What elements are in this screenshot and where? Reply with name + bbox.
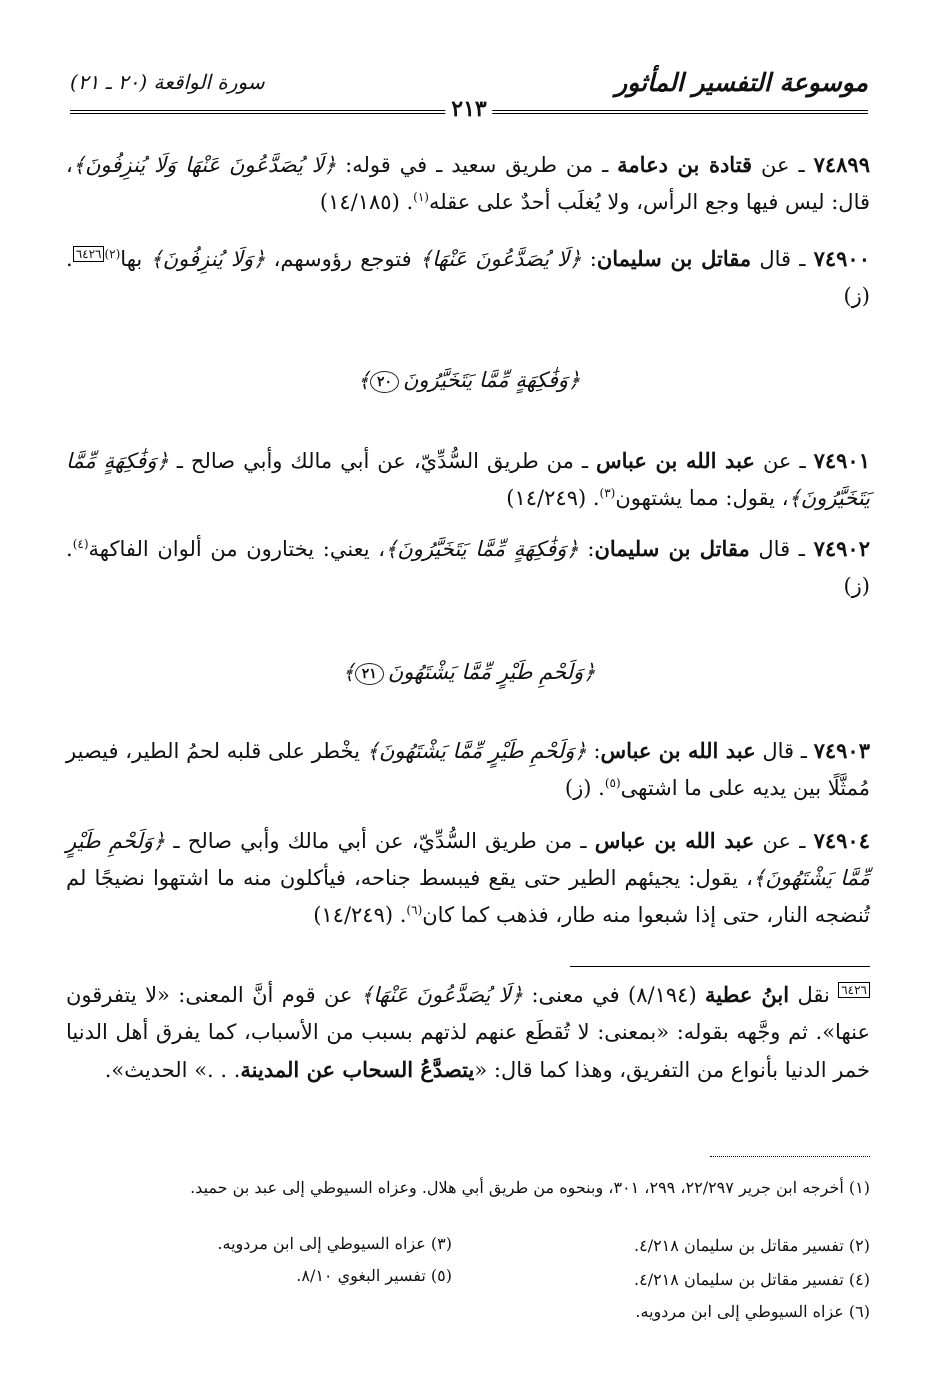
footnote-6: (٦) عزاه السيوطي إلى ابن مردويه. [635, 1302, 870, 1321]
entry-74901 [66, 442, 870, 517]
narrator-name: عبد الله بن عباس [594, 828, 755, 853]
entry-text: ، يقول: مما يشتهون [615, 486, 789, 510]
footnote-ref: (١) [413, 190, 429, 204]
page-number: ٢١٣ [445, 96, 492, 122]
ayah-heading-20 [0, 368, 938, 393]
entry-text: ـ عن [754, 449, 814, 473]
footnote-4: (٤) تفسير مقاتل بن سليمان ٤/٢١٨. [634, 1270, 870, 1289]
note-text: عن قوم أنَّ المعنى: «لا يتفرقون عنها». ثم وجَّهه بقوله: «بمعنى: لا تُقطَع عنهم لذتهم بسبب من الأسباب، كما يفرق أهل الدنيا خمر الدنيا بأنواع من التفريق، وهذا كما قال: « [66, 983, 870, 1082]
narrator-name: عبد الله بن عباس [600, 738, 756, 763]
entry-number: ٧٤٩٠٢ [813, 536, 870, 561]
book-title: موسوعة التفسير المأثور [615, 68, 868, 97]
entry-text: ـ عن [754, 829, 814, 853]
entry-source: . (ز) [66, 247, 870, 308]
note-box-label: ٦٤٢٦ [838, 982, 870, 998]
note-text: (٨/١٩٤) في معنى: [523, 983, 706, 1007]
footnote-ref: (٤) [72, 537, 89, 551]
entry-74899 [66, 146, 870, 221]
footnote-ref: (٥) [604, 776, 621, 790]
footnotes-separator [710, 1156, 870, 1157]
entry-text: ـ من طريق سعيد ـ في قوله: [336, 153, 618, 177]
ayah-text: ﴿وَفَٰكِهَةٍ مِّمَّا يَتَخَيَّرُونَ [402, 368, 581, 392]
footnote-ref: (٢) [104, 247, 121, 261]
entry-source: . (ز) [66, 537, 870, 598]
entry-number: ٧٤٩٠٣ [813, 738, 870, 763]
quran-quote: ﴿وَفَٰكِهَةٍ مِّمَّا يَتَخَيَّرُونَ﴾ [66, 449, 870, 510]
entry-74902 [66, 530, 870, 605]
entry-number: ٧٤٨٩٩ [813, 152, 870, 177]
entry-74904 [66, 822, 870, 934]
entry-number: ٧٤٩٠٠ [813, 246, 870, 271]
entry-text: ـ من طريق السُّدِّيّ، عن أبي مالك وأبي صالح ـ [165, 829, 595, 853]
quran-quote: ﴿لَا يُصَدَّعُونَ عَنْهَا﴾ [419, 247, 582, 271]
footnote-5: (٥) تفسير البغوي ٨/١٠. [296, 1266, 452, 1285]
entry-text: ـ قال [749, 537, 814, 561]
entry-source: . (١٤/١٨٥) [319, 190, 414, 214]
quran-quote: ﴿وَلَا يُنزِفُونَ﴾ [150, 247, 266, 271]
entry-number: ٧٤٩٠١ [813, 448, 870, 473]
notes-separator [570, 966, 870, 967]
entry-text: ، قال: ليس فيها وجع الرأس، ولا يُغلَب أحدٌ على عقله [66, 153, 870, 214]
entry-number: ٧٤٩٠٤ [813, 828, 870, 853]
entry-source: . (١٤/٢٤٩) [506, 486, 600, 510]
entry-source: . (١٤/٢٤٩) [313, 903, 407, 927]
narrator-name: مقاتل بن سليمان [594, 536, 750, 561]
sura-label: سورة الواقعة (٢٠ ـ ٢١) [70, 70, 265, 94]
hadith-phrase: يتصدَّعُ السحاب عن المدينة [240, 1057, 475, 1082]
note-box-ref: ٦٤٢٦ [73, 246, 105, 262]
page-header [70, 62, 868, 132]
ayah-heading-21 [0, 660, 938, 685]
quran-quote: ﴿وَلَحْمِ طَيْرٍ مِّمَّا يَشْتَهُونَ﴾ [366, 739, 587, 763]
quran-quote: ﴿وَلَحْمِ طَيْرٍ مِّمَّا يَشْتَهُونَ﴾ [66, 829, 870, 890]
ayah-bracket: ﴾ [357, 368, 370, 392]
editor-note-6426 [66, 976, 870, 1089]
entry-74900 [66, 240, 870, 315]
entry-text: : [581, 247, 597, 271]
scholar-name: ابنُ عطية [705, 982, 790, 1007]
entry-text: ـ عن [752, 153, 814, 177]
entry-text: ، يقول: يجيئهم الطير حتى يقع فيبسط جناحه، فيأكلون منه ما اشتهوا نضيجًا لم تُنضجه النار، حتى إذا شبعوا منه طار، فذهب كما كان [66, 866, 870, 927]
footnote-3: (٣) عزاه السيوطي إلى ابن مردويه. [217, 1234, 452, 1253]
footnote-2: (٢) تفسير مقاتل بن سليمان ٤/٢١٨. [634, 1236, 870, 1255]
entry-text: فتوجع رؤوسهم، [265, 247, 420, 271]
ayah-bracket: ﴾ [342, 660, 355, 684]
entry-text: يخْطر على قلبه لحمُ الطير، فيصير مُمثَّلًا بين يديه على ما اشتهى [66, 739, 870, 800]
entry-text: ، يعني: يختارون من ألوان الفاكهة [88, 537, 386, 561]
entry-text: بها [120, 247, 151, 271]
narrator-name: قتادة بن دعامة [617, 152, 753, 177]
ayah-number: ٢١ [355, 663, 384, 685]
footnote-ref: (٣) [599, 486, 616, 500]
entry-text: : [578, 537, 595, 561]
quran-quote: ﴿وَفَٰكِهَةٍ مِّمَّا يَتَخَيَّرُونَ﴾ [385, 537, 579, 561]
narrator-name: عبد الله بن عباس [596, 448, 755, 473]
footnote-1: (١) أخرجه ابن جرير ٢٢/٢٩٧، ٢٩٩، ٣٠١، وبنحوه من طريق أبي هلال. وعزاه السيوطي إلى عبد بن حميد. [190, 1178, 870, 1197]
entry-text: : [586, 739, 601, 763]
entry-74903 [66, 732, 870, 807]
entry-text: ـ من طريق السُّدِّيّ، عن أبي مالك وأبي صالح ـ [168, 449, 597, 473]
entry-text: ـ قال [751, 247, 814, 271]
footnote-ref: (٦) [406, 903, 423, 917]
narrator-name: مقاتل بن سليمان [596, 246, 752, 271]
quran-quote: ﴿لَا يُصَدَّعُونَ عَنْهَا﴾ [360, 983, 524, 1007]
entry-text: ـ قال [755, 739, 814, 763]
ayah-text: ﴿وَلَحْمِ طَيْرٍ مِّمَّا يَشْتَهُونَ [387, 660, 596, 684]
note-text: . . .» الحديث». [104, 1058, 241, 1082]
entry-source: . (ز) [564, 776, 605, 800]
ayah-number: ٢٠ [370, 371, 399, 393]
quran-quote: ﴿لَا يُصَدَّعُونَ عَنْهَا وَلَا يُنزِفُونَ﴾ [72, 153, 337, 177]
note-text: نقل [789, 983, 839, 1007]
